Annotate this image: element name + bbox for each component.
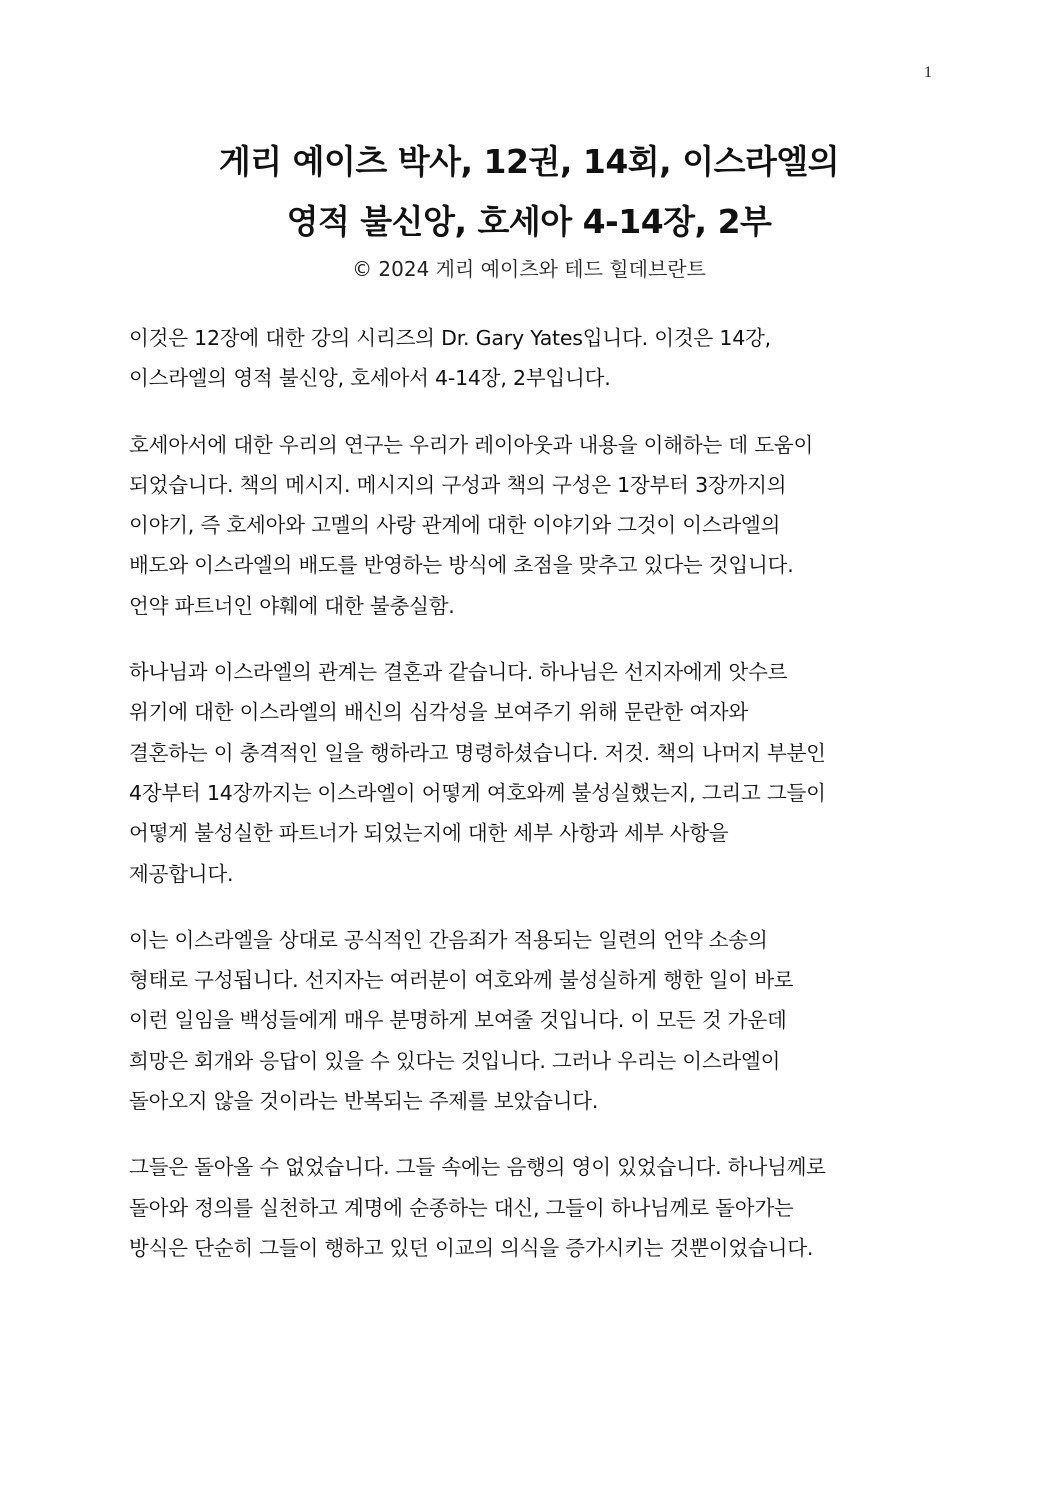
text-line: 방식은 단순히 그들이 행하고 있던 이교의 의식을 증가시키는 것뿐이었습니다. [129, 1235, 814, 1260]
text-line: 하나님과 이스라엘의 관계는 결혼과 같습니다. 하나님은 선지자에게 앗수르 [129, 660, 788, 685]
text-line: 이야기, 즉 호세아와 고멜의 사랑 관계에 대한 이야기와 그것이 이스라엘의 [129, 513, 781, 538]
text-line: 이것은 12장에 대한 강의 시리즈의 Dr. Gary Yates입니다. 이것은 14강, [129, 326, 771, 350]
text-line: 호세아서에 대한 우리의 연구는 우리가 레이아웃과 내용을 이해하는 데 도움이 [129, 432, 814, 457]
text-line: 희망은 회개와 응답이 있을 수 있다는 것입니다. 그러나 우리는 이스라엘이 [129, 1048, 781, 1073]
paragraph-2 [129, 425, 929, 626]
text-line: 결혼하는 이 충격적인 일을 행하라고 명령하셨습니다. 저것. 책의 나머지 부분인 [129, 740, 826, 765]
paragraph-4 [129, 920, 929, 1121]
title-line-1: 게리 예이츠 박사, 12권, 14회, 이스라엘의 [218, 142, 840, 181]
text-line: 언약 파트너인 야훼에 대한 불충실함. [129, 593, 455, 618]
text-line: 어떻게 불성실한 파트너가 되었는지에 대한 세부 사항과 세부 사항을 [129, 821, 729, 846]
text-line: 제공합니다. [129, 861, 234, 886]
text-line: 배도와 이스라엘의 배도를 반영하는 방식에 초점을 맞추고 있다는 것입니다. [129, 553, 794, 578]
text-line: 위기에 대한 이스라엘의 배신의 심각성을 보여주기 위해 문란한 여자와 [129, 700, 749, 725]
text-line: 이는 이스라엘을 상대로 공식적인 간음죄가 적용되는 일련의 언약 소송의 [129, 927, 768, 952]
document-body [129, 318, 929, 1294]
paragraph-5 [129, 1147, 929, 1268]
page-number: 1 [924, 64, 932, 81]
title-block [0, 132, 1058, 286]
text-line: 4장부터 14장까지는 이스라엘이 어떻게 여호와께 불성실했는지, 그리고 그들이 [129, 780, 826, 805]
copyright-notice: © 2024 게리 예이츠와 테드 힐데브란트 [352, 257, 706, 281]
paragraph-3 [129, 652, 929, 894]
text-line: 돌아와 정의를 실천하고 계명에 순종하는 대신, 그들이 하나님께로 돌아가는 [129, 1195, 794, 1220]
paragraph-1 [129, 318, 929, 399]
title-line-2: 영적 불신앙, 호세아 4-14장, 2부 [286, 202, 772, 241]
text-line: 이스라엘의 영적 불신앙, 호세아서 4-14장, 2부입니다. [129, 366, 611, 391]
text-line: 형태로 구성됩니다. 선지자는 여러분이 여호와께 불성실하게 행한 일이 바로 [129, 968, 794, 993]
text-line: 돌아오지 않을 것이라는 반복되는 주제를 보았습니다. [129, 1089, 599, 1114]
text-line: 그들은 돌아올 수 없었습니다. 그들 속에는 음행의 영이 있었습니다. 하나님께로 [129, 1155, 826, 1180]
text-line: 되었습니다. 책의 메시지. 메시지의 구성과 책의 구성은 1장부터 3장까지의 [129, 472, 787, 497]
text-line: 이런 일임을 백성들에게 매우 분명하게 보여줄 것입니다. 이 모든 것 가운데 [129, 1008, 787, 1033]
